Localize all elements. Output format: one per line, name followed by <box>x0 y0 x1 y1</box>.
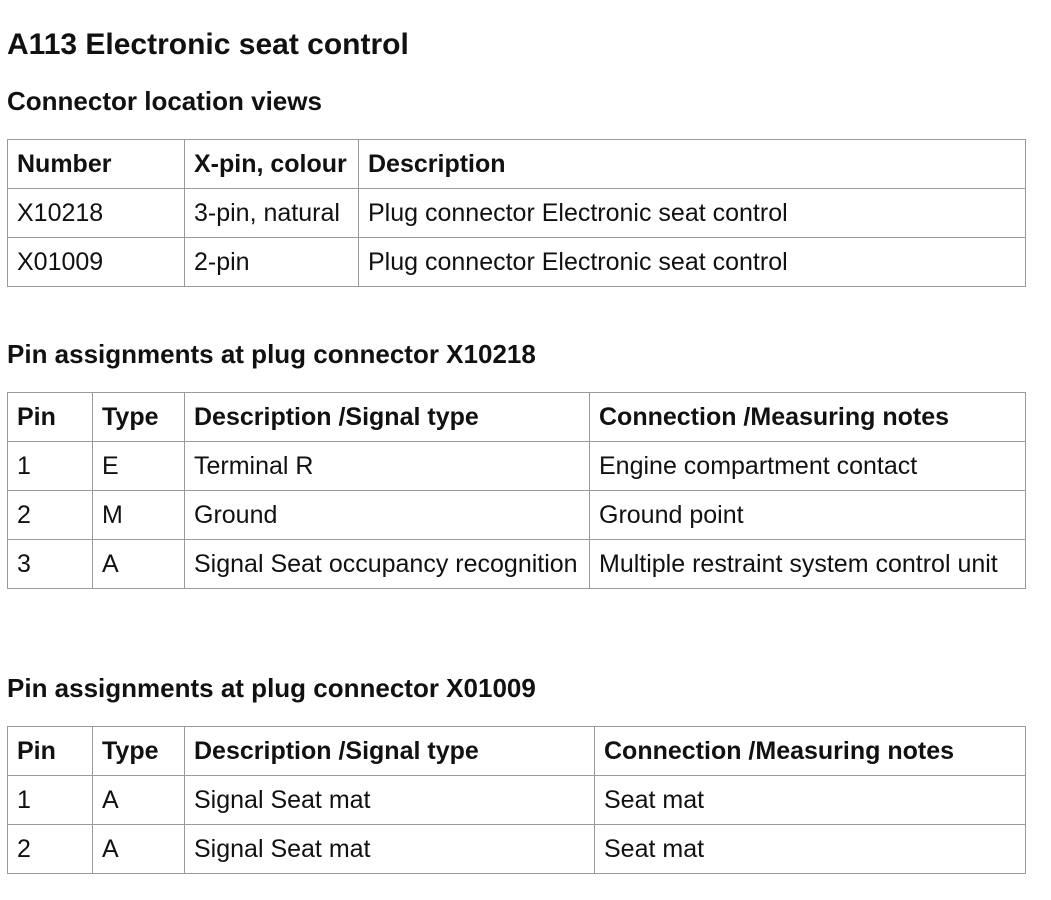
column-header: Connection /Measuring notes <box>590 393 1026 442</box>
table-cell: Seat mat <box>595 825 1026 874</box>
connector-location-heading: Connector location views <box>7 86 322 116</box>
pin-assignments-x01009-heading: Pin assignments at plug connector X01009 <box>7 673 536 703</box>
table-header-row <box>8 140 1026 189</box>
table-cell: A <box>93 540 185 589</box>
column-header: Description /Signal type <box>185 727 595 776</box>
column-header: Type <box>93 727 185 776</box>
table-cell: Seat mat <box>595 776 1026 825</box>
table-cell: Multiple restraint system control unit <box>590 540 1026 589</box>
table-header-row <box>8 727 1026 776</box>
table-row <box>8 442 1026 491</box>
table-cell: Signal Seat occupancy recognition <box>185 540 590 589</box>
table-cell: 1 <box>8 776 93 825</box>
table-row <box>8 238 1026 287</box>
table-row <box>8 825 1026 874</box>
table-row <box>8 189 1026 238</box>
column-header: X-pin, colour <box>185 140 359 189</box>
table-cell: A <box>93 776 185 825</box>
table-row <box>8 776 1026 825</box>
table-cell: 3-pin, natural <box>185 189 359 238</box>
table-cell: Engine compartment contact <box>590 442 1026 491</box>
table-cell: Signal Seat mat <box>185 825 595 874</box>
table-cell: 3 <box>8 540 93 589</box>
column-header: Pin <box>8 393 93 442</box>
column-header: Description /Signal type <box>185 393 590 442</box>
column-header: Pin <box>8 727 93 776</box>
table-cell: Terminal R <box>185 442 590 491</box>
column-header: Connection /Measuring notes <box>595 727 1026 776</box>
column-header: Number <box>8 140 185 189</box>
table-cell: 2 <box>8 491 93 540</box>
table-cell: Ground point <box>590 491 1026 540</box>
table-row <box>8 491 1026 540</box>
column-header: Description <box>359 140 1026 189</box>
page-title: A113 Electronic seat control <box>7 28 409 61</box>
connector-location-table <box>7 139 1026 287</box>
table-cell: 2 <box>8 825 93 874</box>
table-cell: Signal Seat mat <box>185 776 595 825</box>
table-cell: Plug connector Electronic seat control <box>359 238 1026 287</box>
table-cell: 2-pin <box>185 238 359 287</box>
table-header-row <box>8 393 1026 442</box>
pin-assignments-x10218-table <box>7 392 1026 589</box>
table-cell: X10218 <box>8 189 185 238</box>
table-cell: 1 <box>8 442 93 491</box>
pin-assignments-x10218-heading: Pin assignments at plug connector X10218 <box>7 339 536 369</box>
column-header: Type <box>93 393 185 442</box>
table-cell: E <box>93 442 185 491</box>
table-cell: M <box>93 491 185 540</box>
table-cell: A <box>93 825 185 874</box>
table-cell: Ground <box>185 491 590 540</box>
table-row <box>8 540 1026 589</box>
table-cell: Plug connector Electronic seat control <box>359 189 1026 238</box>
pin-assignments-x01009-table <box>7 726 1026 874</box>
table-cell: X01009 <box>8 238 185 287</box>
